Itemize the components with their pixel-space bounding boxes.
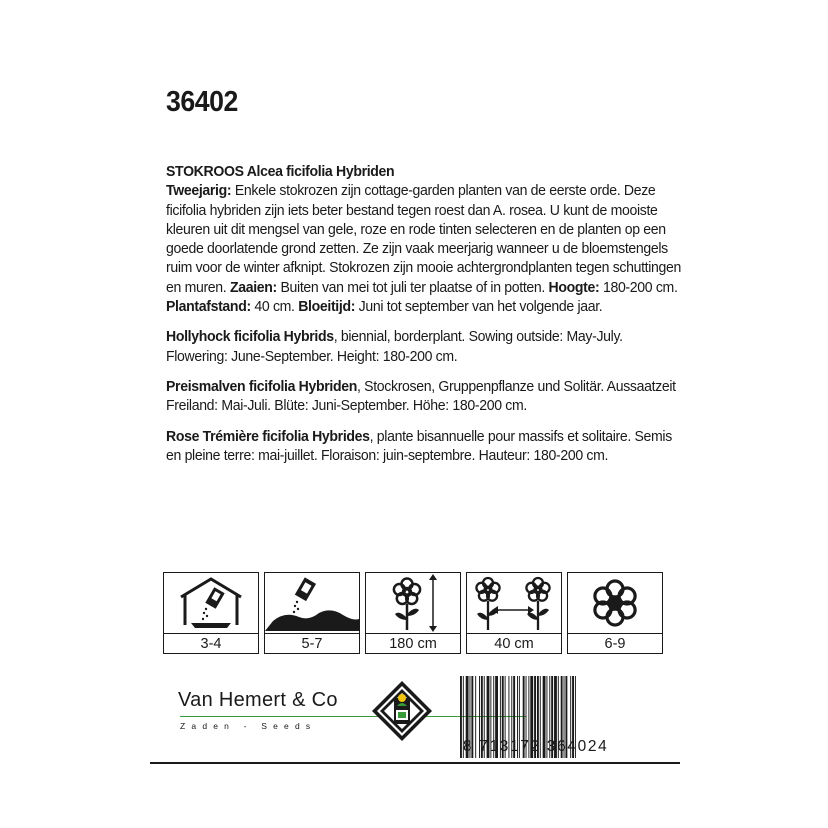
en-title: Hollyhock ficifolia Hybrids [166,329,334,346]
brand-name: Van Hemert & Co [178,689,338,711]
icon-label-outdoor-sowing: 5-7 [301,635,323,652]
description-de [166,378,687,417]
outdoor-sowing-icon [265,575,359,631]
icon-box-outdoor-sowing [264,572,360,654]
description-nl [166,163,687,317]
fr-title: Rose Trémière ficifolia Hybrides [166,428,370,445]
nl-spacing-text: 40 cm. [250,299,299,316]
plant-spacing-icon [470,574,558,632]
fr-text: , plante bisannuelle pour massifs et solitaire. Semis en pleine terre: mai-juillet. Floraison: juin-septembre. Hauteur: 180-200 cm. [166,428,672,464]
icon-label-indoor-sowing: 3-4 [200,635,222,652]
bottom-rule [150,762,680,764]
nl-biennial-text: Enkele stokrozen zijn cottage-garden planten van de eerste orde. Deze ficifolia hybriden zijn iets beter bestand tegen roest dan A. rosea. U kunt de mooiste kleuren uit dit mengsel van gele, roze en rode tinten selecteren en de planten op een goede doorlatende grond zetten. Ze zijn vaak meerjarig wanneer u de bloemstengels ruim voor de winter afknipt. Stokrozen zijn mooie achtergrondplanten tegen schuttingen en muren. [166,183,682,296]
en-text: , biennial, borderplant. Sowing outside: May-July. Flowering: June-September. Height: 180-200 cm. [166,329,623,365]
care-icons [163,572,663,656]
icon-box-plant-spacing [466,572,562,654]
nl-height-text: 180-200 cm. [599,279,678,296]
nl-bloom-label: Bloeitijd: [298,299,356,316]
icon-box-indoor-sowing [163,572,259,654]
nl-sow-text: Buiten van mei tot juli ter plaatse of in potten. [276,279,549,296]
description-en [166,328,687,367]
description-fr [166,428,687,467]
de-text: , Stockrosen, Gruppenpflanze und Solitär. Aussaatzeit Freiland: Mai-Juli. Blüte: Juni-September. Höhe: 180-200 cm. [166,378,676,415]
product-code: 36402 [166,86,238,118]
nl-height-label: Hoogte: [548,279,600,296]
icon-label-plant-height: 180 cm [389,635,437,652]
plant-height-icon [373,574,453,632]
icon-box-flowering [567,572,663,654]
description [166,163,687,477]
nl-biennial-label: Tweejarig: [166,183,232,200]
indoor-sowing-icon [171,575,251,631]
flowering-icon [585,575,645,631]
icon-label-flowering: 6-9 [604,635,626,652]
brand-tagline: Zaden - Seeds [180,721,317,731]
de-title: Preismalven ficifolia Hybriden [166,378,358,395]
nl-title: STOKROOS Alcea ficifolia Hybriden [166,164,395,180]
nl-sow-label: Zaaien: [229,279,277,296]
icon-box-plant-height [365,572,461,654]
icon-label-plant-spacing: 40 cm [494,635,534,652]
barcode-bar [460,676,462,758]
brand-logo [166,685,376,733]
nl-spacing-label: Plantafstand: [166,299,251,316]
nl-bloom-text: Juni tot september van het volgende jaar. [355,299,603,316]
barcode-number: 8 713172 364024 [463,738,609,755]
brand-emblem-icon [371,680,433,742]
